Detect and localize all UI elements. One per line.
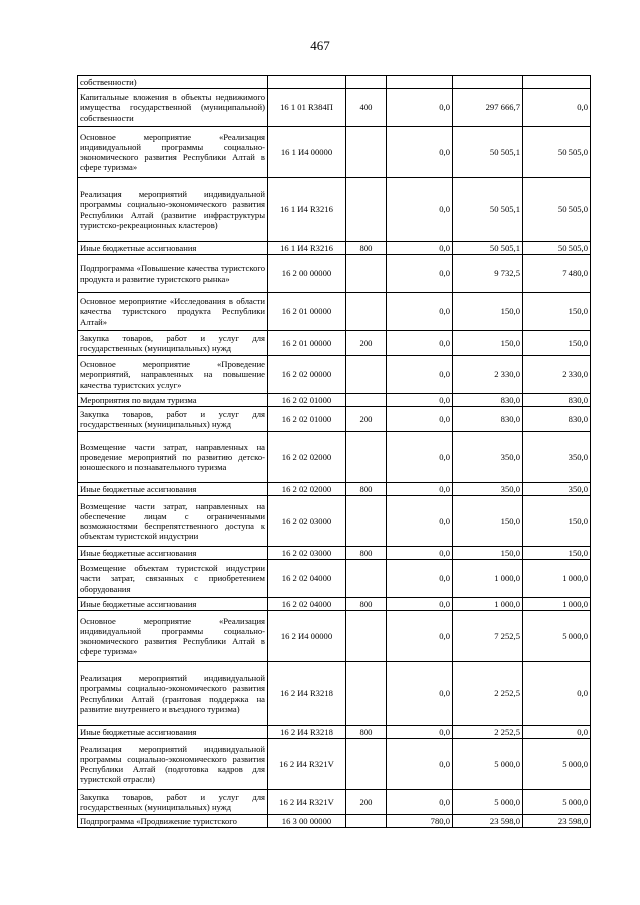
row-name-cell: Реализация мероприятий индивидуальной программы социально-экономического развития Республики Алтай (грантовая поддержка на развитие внутреннего и въездного туризма) <box>78 662 268 726</box>
row-amount-3-cell: 1 000,0 <box>523 598 591 611</box>
table-row <box>78 255 591 293</box>
table-row <box>78 739 591 790</box>
row-name-cell: Подпрограмма «Продвижение туристского <box>78 815 268 828</box>
row-expense-type-cell: 200 <box>346 790 387 815</box>
row-code-cell: 16 2 01 00000 <box>268 293 346 331</box>
row-amount-3-cell: 23 598,0 <box>523 815 591 828</box>
row-amount-3-cell: 350,0 <box>523 483 591 496</box>
row-amount-2-cell: 150,0 <box>453 331 523 356</box>
row-name-cell: Мероприятия по видам туризма <box>78 394 268 407</box>
row-amount-2-cell: 50 505,1 <box>453 127 523 178</box>
row-expense-type-cell: 800 <box>346 598 387 611</box>
row-expense-type-cell <box>346 432 387 483</box>
row-expense-type-cell <box>346 611 387 662</box>
row-code-cell: 16 2 02 01000 <box>268 394 346 407</box>
row-name-cell: Реализация мероприятий индивидуальной программы социально-экономического развития Республики Алтай (развитие инфраструктуры туристско-рекреационных кластеров) <box>78 178 268 242</box>
row-code-cell: 16 1 И4 00000 <box>268 127 346 178</box>
row-amount-1-cell: 0,0 <box>387 547 453 560</box>
budget-table <box>77 75 591 828</box>
row-amount-1-cell: 0,0 <box>387 127 453 178</box>
row-amount-3-cell: 150,0 <box>523 547 591 560</box>
row-amount-2-cell: 150,0 <box>453 547 523 560</box>
row-name-cell: Иные бюджетные ассигнования <box>78 547 268 560</box>
row-amount-1-cell: 0,0 <box>387 662 453 726</box>
row-amount-3-cell: 150,0 <box>523 496 591 547</box>
row-amount-2-cell: 23 598,0 <box>453 815 523 828</box>
row-name-cell: Реализация мероприятий индивидуальной программы социально-экономического развития Республики Алтай (подготовка кадров для туристской отрасли) <box>78 739 268 790</box>
row-amount-2-cell: 297 666,7 <box>453 89 523 127</box>
row-name-cell: Возмещение части затрат, направленных на проведение мероприятий по развитию детско-юношеского и познавательного туризма <box>78 432 268 483</box>
table-row <box>78 726 591 739</box>
row-name-cell: Закупка товаров, работ и услуг для государственных (муниципальных) нужд <box>78 790 268 815</box>
row-amount-3-cell: 50 505,0 <box>523 178 591 242</box>
row-code-cell: 16 2 02 04000 <box>268 598 346 611</box>
row-amount-2-cell: 350,0 <box>453 483 523 496</box>
table-row <box>78 407 591 432</box>
row-amount-3-cell: 5 000,0 <box>523 739 591 790</box>
row-expense-type-cell <box>346 255 387 293</box>
row-name-cell: Основное мероприятие «Исследования в области качества туристского продукта Республики Алтай» <box>78 293 268 331</box>
table-row <box>78 611 591 662</box>
row-amount-1-cell <box>387 76 453 89</box>
row-amount-2-cell: 2 330,0 <box>453 356 523 394</box>
row-code-cell: 16 2 И4 R3218 <box>268 662 346 726</box>
table-row <box>78 598 591 611</box>
table-row <box>78 547 591 560</box>
row-expense-type-cell <box>346 76 387 89</box>
row-amount-2-cell: 50 505,1 <box>453 178 523 242</box>
row-name-cell: Иные бюджетные ассигнования <box>78 726 268 739</box>
row-code-cell: 16 2 02 01000 <box>268 407 346 432</box>
row-amount-1-cell: 0,0 <box>387 739 453 790</box>
row-expense-type-cell: 200 <box>346 331 387 356</box>
row-amount-3-cell: 5 000,0 <box>523 611 591 662</box>
row-code-cell: 16 2 02 02000 <box>268 432 346 483</box>
table-row <box>78 560 591 598</box>
row-amount-3-cell <box>523 76 591 89</box>
row-name-cell: Иные бюджетные ассигнования <box>78 242 268 255</box>
row-amount-3-cell: 0,0 <box>523 662 591 726</box>
row-amount-3-cell: 150,0 <box>523 331 591 356</box>
table-row <box>78 293 591 331</box>
row-name-cell: Закупка товаров, работ и услуг для государственных (муниципальных) нужд <box>78 331 268 356</box>
table-row <box>78 432 591 483</box>
row-amount-1-cell: 0,0 <box>387 407 453 432</box>
table-row <box>78 815 591 828</box>
row-expense-type-cell <box>346 496 387 547</box>
row-expense-type-cell <box>346 815 387 828</box>
row-expense-type-cell <box>346 293 387 331</box>
row-amount-2-cell: 50 505,1 <box>453 242 523 255</box>
row-expense-type-cell <box>346 127 387 178</box>
row-amount-2-cell: 1 000,0 <box>453 598 523 611</box>
row-amount-1-cell: 0,0 <box>387 496 453 547</box>
row-code-cell: 16 2 00 00000 <box>268 255 346 293</box>
row-code-cell <box>268 76 346 89</box>
row-amount-2-cell: 830,0 <box>453 394 523 407</box>
row-amount-1-cell: 780,0 <box>387 815 453 828</box>
row-amount-2-cell: 5 000,0 <box>453 739 523 790</box>
row-amount-2-cell <box>453 76 523 89</box>
row-amount-1-cell: 0,0 <box>387 432 453 483</box>
row-code-cell: 16 1 И4 R3216 <box>268 242 346 255</box>
row-code-cell: 16 2 02 03000 <box>268 547 346 560</box>
row-expense-type-cell <box>346 662 387 726</box>
row-expense-type-cell <box>346 394 387 407</box>
row-code-cell: 16 2 02 04000 <box>268 560 346 598</box>
row-name-cell: Иные бюджетные ассигнования <box>78 598 268 611</box>
row-amount-3-cell: 50 505,0 <box>523 127 591 178</box>
row-amount-1-cell: 0,0 <box>387 255 453 293</box>
table-row <box>78 662 591 726</box>
row-expense-type-cell <box>346 739 387 790</box>
row-amount-2-cell: 2 252,5 <box>453 662 523 726</box>
row-amount-1-cell: 0,0 <box>387 293 453 331</box>
row-amount-1-cell: 0,0 <box>387 331 453 356</box>
row-code-cell: 16 2 02 00000 <box>268 356 346 394</box>
row-expense-type-cell: 800 <box>346 242 387 255</box>
row-code-cell: 16 2 02 03000 <box>268 496 346 547</box>
row-amount-3-cell: 5 000,0 <box>523 790 591 815</box>
row-code-cell: 16 2 02 02000 <box>268 483 346 496</box>
row-amount-3-cell: 50 505,0 <box>523 242 591 255</box>
table-row <box>78 76 591 89</box>
row-expense-type-cell: 800 <box>346 726 387 739</box>
table-row <box>78 89 591 127</box>
row-code-cell: 16 2 И4 00000 <box>268 611 346 662</box>
row-amount-3-cell: 1 000,0 <box>523 560 591 598</box>
row-code-cell: 16 2 И4 R321V <box>268 739 346 790</box>
row-code-cell: 16 2 И4 R3218 <box>268 726 346 739</box>
row-expense-type-cell: 400 <box>346 89 387 127</box>
row-amount-1-cell: 0,0 <box>387 560 453 598</box>
row-name-cell: собственности) <box>78 76 268 89</box>
row-amount-1-cell: 0,0 <box>387 598 453 611</box>
row-name-cell: Возмещение части затрат, направленных на обеспечение лицам с ограниченными возможностями беспрепятственного доступа к объектам туристской индустрии <box>78 496 268 547</box>
row-code-cell: 16 1 И4 R3216 <box>268 178 346 242</box>
row-amount-2-cell: 9 732,5 <box>453 255 523 293</box>
page-number: 467 <box>310 38 330 53</box>
row-amount-2-cell: 5 000,0 <box>453 790 523 815</box>
table-row <box>78 331 591 356</box>
row-amount-2-cell: 7 252,5 <box>453 611 523 662</box>
row-expense-type-cell: 800 <box>346 547 387 560</box>
row-amount-1-cell: 0,0 <box>387 356 453 394</box>
budget-table-body <box>78 76 591 828</box>
table-row <box>78 242 591 255</box>
table-row <box>78 394 591 407</box>
table-row <box>78 356 591 394</box>
row-amount-1-cell: 0,0 <box>387 790 453 815</box>
row-name-cell: Основное мероприятие «Проведение мероприятий, направленных на повышение качества туристских услуг» <box>78 356 268 394</box>
table-row <box>78 178 591 242</box>
row-amount-1-cell: 0,0 <box>387 178 453 242</box>
row-amount-3-cell: 150,0 <box>523 293 591 331</box>
row-code-cell: 16 2 01 00000 <box>268 331 346 356</box>
row-amount-3-cell: 7 480,0 <box>523 255 591 293</box>
row-name-cell: Капитальные вложения в объекты недвижимого имущества государственной (муниципальной) собственности <box>78 89 268 127</box>
table-row <box>78 127 591 178</box>
row-name-cell: Основное мероприятие «Реализация индивидуальной программы социально-экономического развития Республики Алтай в сфере туризма» <box>78 127 268 178</box>
row-amount-2-cell: 150,0 <box>453 293 523 331</box>
row-amount-1-cell: 0,0 <box>387 242 453 255</box>
row-amount-1-cell: 0,0 <box>387 611 453 662</box>
row-name-cell: Закупка товаров, работ и услуг для государственных (муниципальных) нужд <box>78 407 268 432</box>
row-name-cell: Иные бюджетные ассигнования <box>78 483 268 496</box>
row-expense-type-cell: 800 <box>346 483 387 496</box>
row-code-cell: 16 2 И4 R321V <box>268 790 346 815</box>
row-amount-3-cell: 830,0 <box>523 394 591 407</box>
row-amount-3-cell: 350,0 <box>523 432 591 483</box>
row-expense-type-cell <box>346 356 387 394</box>
row-amount-2-cell: 2 252,5 <box>453 726 523 739</box>
row-name-cell: Подпрограмма «Повышение качества туристского продукта и развитие туристского рынка» <box>78 255 268 293</box>
row-amount-2-cell: 830,0 <box>453 407 523 432</box>
row-code-cell: 16 3 00 00000 <box>268 815 346 828</box>
row-name-cell: Возмещение объектам туристской индустрии части затрат, связанных с приобретением оборудования <box>78 560 268 598</box>
row-amount-1-cell: 0,0 <box>387 89 453 127</box>
row-amount-1-cell: 0,0 <box>387 483 453 496</box>
row-amount-1-cell: 0,0 <box>387 726 453 739</box>
row-name-cell: Основное мероприятие «Реализация индивидуальной программы социально-экономического развития Республики Алтай в сфере туризма» <box>78 611 268 662</box>
row-amount-2-cell: 1 000,0 <box>453 560 523 598</box>
row-amount-3-cell: 830,0 <box>523 407 591 432</box>
table-row <box>78 790 591 815</box>
row-amount-3-cell: 0,0 <box>523 89 591 127</box>
row-amount-3-cell: 0,0 <box>523 726 591 739</box>
table-row <box>78 483 591 496</box>
row-expense-type-cell <box>346 560 387 598</box>
table-row <box>78 496 591 547</box>
row-amount-3-cell: 2 330,0 <box>523 356 591 394</box>
row-amount-2-cell: 150,0 <box>453 496 523 547</box>
row-expense-type-cell <box>346 178 387 242</box>
row-amount-1-cell: 0,0 <box>387 394 453 407</box>
row-amount-2-cell: 350,0 <box>453 432 523 483</box>
row-code-cell: 16 1 01 R384П <box>268 89 346 127</box>
row-expense-type-cell: 200 <box>346 407 387 432</box>
